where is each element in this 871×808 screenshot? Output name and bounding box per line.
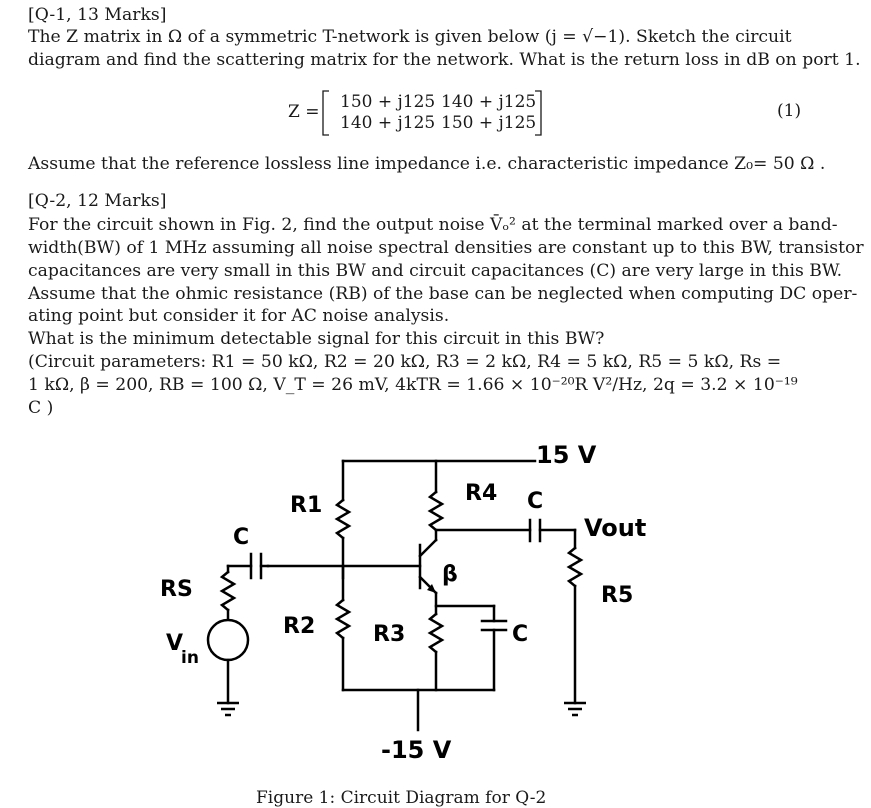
q2-text-line: ating point but consider it for AC noise analysis.	[28, 306, 450, 326]
r1-label: R1	[290, 493, 323, 518]
q1-heading: [Q-1, 13 Marks]	[28, 5, 167, 25]
vin-label: V	[166, 631, 184, 656]
z-label: Z =	[288, 102, 320, 122]
r3-label: R3	[373, 622, 406, 647]
q2-text-line: For the circuit shown in Fig. 2, find the output noise V̄ₒ² at the terminal marked over a band-	[28, 215, 838, 235]
matrix-cell-1-2: 140 + j125	[441, 92, 537, 112]
q1-text-line-2: diagram and find the scattering matrix for the network. What is the return loss in dB on port 1.	[28, 50, 861, 70]
beta-label: β	[442, 562, 458, 587]
vin-subscript-label: in	[181, 648, 199, 668]
q1-text-line-1: The Z matrix in Ω of a symmetric T-network is given below (j = √−1). Sketch the circuit	[28, 27, 792, 47]
ground-symbol-vin	[217, 703, 239, 715]
rs-label: RS	[160, 577, 193, 602]
bypass-capacitor-label: C	[512, 622, 529, 647]
ground-symbol-output	[564, 703, 586, 715]
vin-source	[208, 620, 248, 660]
q2-params-line: 1 kΩ, β = 200, RB = 100 Ω, V_T = 26 mV, 4kTR = 1.66 × 10⁻²⁰R V²/Hz, 2q = 3.2 × 10⁻¹⁹	[28, 375, 798, 395]
q2-text-line: What is the minimum detectable signal for this circuit in this BW?	[28, 329, 605, 349]
output-capacitor-label: C	[527, 489, 544, 514]
rs-resistor	[222, 572, 234, 610]
supply-positive-label: 15 V	[536, 441, 597, 469]
equation-number: (1)	[777, 101, 802, 121]
r2-resistor	[337, 600, 349, 638]
vout-label: Vout	[584, 514, 647, 542]
figure-caption: Figure 1: Circuit Diagram for Q-2	[256, 788, 547, 808]
r2-label: R2	[283, 614, 316, 639]
q2-text-line: Assume that the ohmic resistance (RB) of the base can be neglected when computing DC oper-	[28, 284, 858, 304]
q2-heading: [Q-2, 12 Marks]	[28, 191, 167, 211]
r1-resistor	[337, 500, 349, 538]
supply-negative-label: -15 V	[381, 736, 452, 764]
r4-label: R4	[465, 481, 498, 506]
matrix-cell-2-2: 150 + j125	[441, 113, 537, 133]
r5-label: R5	[601, 583, 634, 608]
q2-text-line: width(BW) of 1 MHz assuming all noise spectral densities are constant up to this BW, transistor	[28, 238, 864, 258]
input-capacitor-label: C	[233, 525, 250, 550]
q2-params-line: (Circuit parameters: R1 = 50 kΩ, R2 = 20 kΩ, R3 = 2 kΩ, R4 = 5 kΩ, R5 = 5 kΩ, Rs =	[28, 352, 782, 372]
r3-resistor	[430, 614, 442, 652]
matrix-cell-1-1: 150 + j125	[340, 92, 436, 112]
q1-assumption: Assume that the reference lossless line impedance i.e. characteristic impedance Z₀= 50 Ω .	[28, 154, 826, 174]
r5-resistor	[569, 548, 581, 586]
r4-resistor	[430, 492, 442, 530]
q2-params-line: C )	[28, 398, 54, 418]
matrix-cell-2-1: 140 + j125	[340, 113, 436, 133]
q2-text-line: capacitances are very small in this BW and circuit capacitances (C) are very large in this BW.	[28, 261, 843, 281]
